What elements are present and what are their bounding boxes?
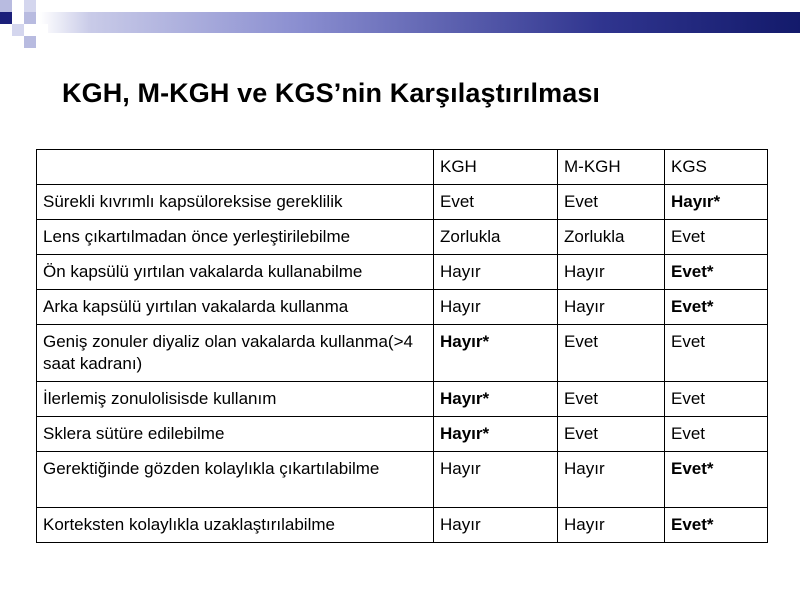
kgh-cell: Hayır [434,508,558,543]
mkgh-cell: Evet [558,325,665,382]
mkgh-cell: Hayır [558,508,665,543]
slide-title: KGH, M-KGH ve KGS’nin Karşılaştırılması [62,78,601,108]
row-label-cell: Lens çıkartılmadan önce yerleştirilebilme [37,220,434,255]
header-cell-kgh: KGH [434,150,558,185]
mkgh-cell: Hayır [558,290,665,325]
kgh-cell: Hayır* [434,417,558,452]
row-label-cell: Arka kapsülü yırtılan vakalarda kullanma [37,290,434,325]
kgh-cell: Hayır* [434,382,558,417]
header-cell-empty [37,150,434,185]
row-label-cell: Sklera sütüre edilebilme [37,417,434,452]
mkgh-cell: Hayır [558,452,665,508]
table-row [37,452,768,508]
kgh-cell: Hayır [434,255,558,290]
row-label-cell: Korteksten kolaylıkla uzaklaştırılabilme [37,508,434,543]
table-row [37,185,768,220]
mkgh-cell: Zorlukla [558,220,665,255]
kgs-cell: Evet* [665,508,768,543]
kgs-cell: Evet [665,382,768,417]
mkgh-cell: Evet [558,185,665,220]
kgh-cell: Hayır [434,290,558,325]
table-row [37,508,768,543]
table-header-row [37,150,768,185]
comparison-table [36,149,768,543]
kgh-cell: Evet [434,185,558,220]
table-row [37,382,768,417]
table-row [37,255,768,290]
kgs-cell: Evet [665,417,768,452]
row-label-cell: Ön kapsülü yırtılan vakalarda kullanabilme [37,255,434,290]
row-label-cell: Gerektiğinde gözden kolaylıkla çıkartılabilme [37,452,434,508]
table-row [37,417,768,452]
table-row [37,290,768,325]
kgh-cell: Zorlukla [434,220,558,255]
mkgh-cell: Evet [558,382,665,417]
table-row [37,325,768,382]
row-label-cell: İlerlemiş zonulolisisde kullanım [37,382,434,417]
kgh-cell: Hayır* [434,325,558,382]
row-label-cell: Geniş zonuler diyaliz olan vakalarda kullanma(>4 saat kadranı) [37,325,434,382]
mkgh-cell: Evet [558,417,665,452]
kgs-cell: Evet [665,220,768,255]
kgs-cell: Evet* [665,452,768,508]
row-label-cell: Sürekli kıvrımlı kapsüloreksise gereklilik [37,185,434,220]
kgs-cell: Hayır* [665,185,768,220]
header-cell-mkgh: M-KGH [558,150,665,185]
header-band [0,12,800,33]
table-row [37,220,768,255]
kgs-cell: Evet [665,325,768,382]
mkgh-cell: Hayır [558,255,665,290]
header-cell-kgs: KGS [665,150,768,185]
kgh-cell: Hayır [434,452,558,508]
kgs-cell: Evet* [665,290,768,325]
kgs-cell: Evet* [665,255,768,290]
